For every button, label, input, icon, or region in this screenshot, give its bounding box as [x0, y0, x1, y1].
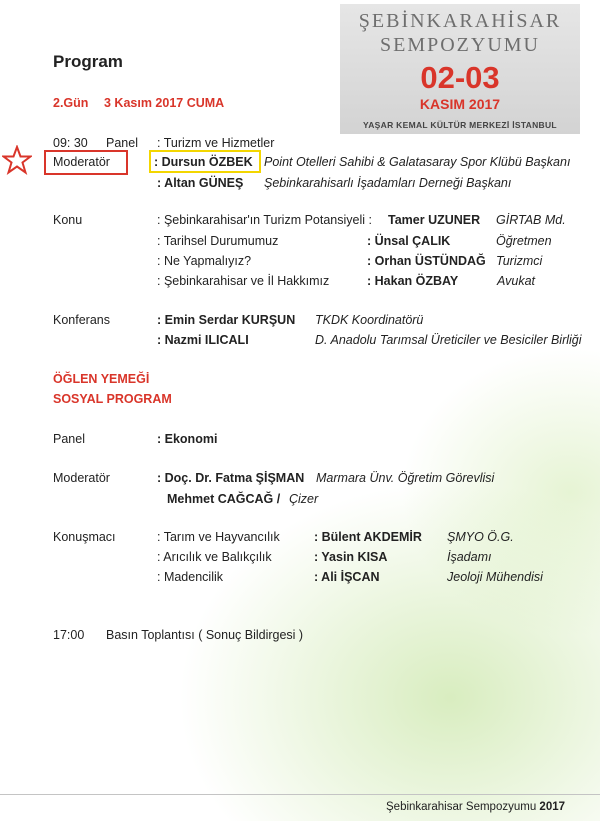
konusmaci-speaker: : Ali İŞCAN [314, 570, 380, 584]
panel2-comoderator-role: Çizer [289, 492, 319, 506]
konferans-label: Konferans [53, 313, 110, 327]
panel1-topic: : Turizm ve Hizmetler [157, 136, 275, 150]
closing-time: 17:00 [53, 628, 85, 642]
konu-speaker: : Orhan ÜSTÜNDAĞ [367, 254, 486, 268]
konu-speaker: Tamer UZUNER [388, 213, 481, 227]
footer-text [386, 801, 565, 813]
konusmaci-speaker: : Yasin KISA [314, 550, 388, 564]
konusmaci-speaker: : Bülent AKDEMİR [314, 530, 422, 544]
konusmaci-topic: : Tarım ve Hayvancılık [157, 530, 280, 544]
konferans-speaker: : Emin Serdar KURŞUN [157, 313, 296, 327]
footer-title: Şebinkarahisar Sempozyumu [386, 801, 537, 813]
banner-month: KASIM 2017 [419, 96, 501, 112]
banner-title-line2: SEMPOZYUMU [379, 34, 541, 56]
panel1-label: Panel [106, 136, 138, 150]
panel1-comoderator-name: : Altan GÜNEŞ [157, 176, 244, 190]
banner-dates: 02-03 [420, 60, 500, 95]
closing-text: Basın Toplantısı ( Sonuç Bildirgesi ) [106, 628, 304, 642]
konu-topic: : Ne Yapmalıyız? [157, 254, 252, 268]
panel1-moderator-name: : Dursun ÖZBEK [154, 155, 253, 169]
konusmaci-topic: : Madencilik [157, 570, 223, 584]
panel2-topic: : Ekonomi [157, 432, 218, 446]
panel2-moderator-role: Marmara Ünv. Öğretim Görevlisi [316, 471, 495, 485]
lunch-heading: ÖĞLEN YEMEĞİ [53, 372, 150, 386]
konu-topic: : Şebinkarahisar ve İl Hakkımız [157, 274, 330, 288]
page-title: Program [53, 52, 123, 71]
panel2-moderator-label: Moderatör [53, 471, 110, 485]
konusmaci-label: Konuşmacı [53, 530, 116, 544]
konu-role: Avukat [497, 274, 535, 288]
konu-role: GİRTAB Md. [496, 213, 566, 227]
panel1-moderator-title: Point Otelleri Sahibi & Galatasaray Spor Klübü Başkanı [264, 155, 571, 169]
konu-role: Öğretmen [496, 234, 552, 248]
banner-title-line1: ŞEBİNKARAHİSAR [358, 10, 562, 32]
panel2-label: Panel [53, 432, 85, 446]
konu-speaker: : Hakan ÖZBAY [367, 274, 459, 288]
star-icon [2, 145, 32, 175]
konusmaci-role: Jeoloji Mühendisi [447, 570, 543, 584]
konu-topic: : Şebinkarahisar'ın Turizm Potansiyeli : [157, 213, 372, 227]
konu-speaker: : Ünsal ÇALIK [367, 234, 451, 248]
social-heading: SOSYAL PROGRAM [53, 392, 172, 406]
konferans-role: D. Anadolu Tarımsal Üreticiler ve Besiciler Birliği [315, 333, 582, 347]
footer-year: 2017 [539, 801, 566, 813]
konu-label: Konu [53, 213, 83, 227]
konusmaci-topic: : Arıcılık ve Balıkçılık [157, 550, 272, 564]
panel2-moderator-name: : Doç. Dr. Fatma ŞİŞMAN [157, 471, 305, 485]
banner-venue: YAŞAR KEMAL KÜLTÜR MERKEZİ İSTANBUL [363, 120, 557, 130]
day-label: 2.Gün [53, 96, 89, 110]
konusmaci-role: ŞMYO Ö.G. [447, 530, 514, 544]
panel1-moderator-label: Moderatör [53, 155, 110, 169]
day-date: 3 Kasım 2017 CUMA [104, 96, 225, 110]
konferans-role: TKDK Koordinatörü [315, 313, 424, 327]
konu-topic: : Tarihsel Durumumuz [157, 234, 279, 248]
symposium-banner [340, 4, 580, 134]
panel1-comoderator-title: Şebinkarahisarlı İşadamları Derneği Başkanı [264, 176, 512, 190]
konu-role: Turizmci [496, 254, 543, 268]
konferans-speaker: : Nazmi ILICALI [157, 333, 249, 347]
konusmaci-role: İşadamı [447, 550, 492, 564]
footer-divider [0, 794, 600, 795]
panel2-comoderator-name: Mehmet CAĞCAĞ / [167, 492, 281, 506]
panel1-time: 09: 30 [53, 136, 88, 150]
